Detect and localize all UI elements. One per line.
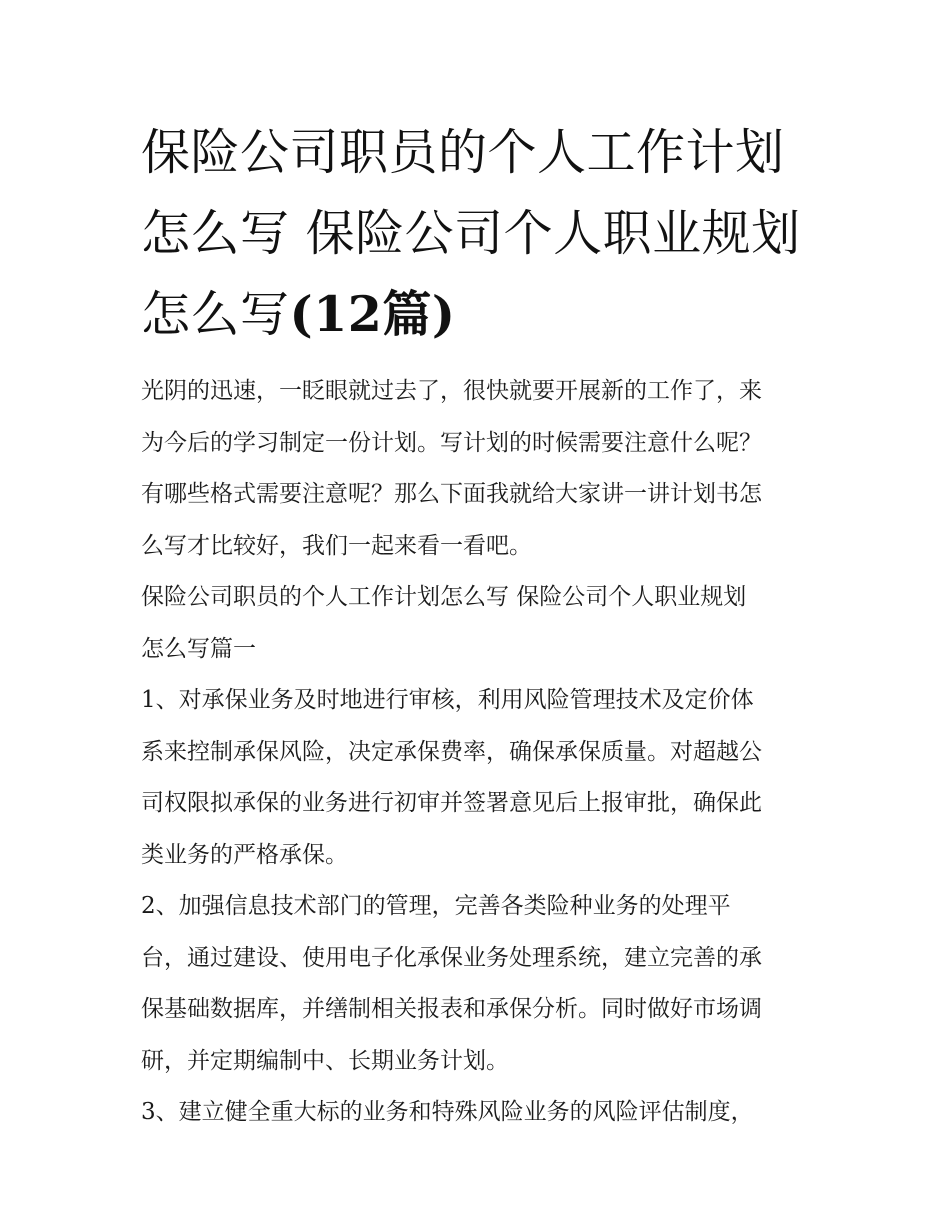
text-line: 研，并定期编制中、长期业务计划。 — [141, 1047, 509, 1074]
title-line: 保险公司职员的个人工作计划 — [141, 124, 785, 181]
text-line: 保基础数据库，并缮制相关报表和承保分析。同时做好市场调 — [141, 996, 762, 1022]
text-line: 有哪些格式需要注意呢？那么下面我就给大家讲一讲计划书怎 — [141, 481, 762, 507]
document-page — [141, 112, 821, 1139]
intro-paragraph — [141, 366, 821, 572]
list-item-2 — [141, 881, 821, 1087]
list-item-1 — [141, 675, 821, 881]
text-line: 么写才比较好，我们一起来看一看吧。 — [141, 532, 532, 559]
text-line: 类业务的严格承保。 — [141, 841, 348, 868]
text-line: 司权限拟承保的业务进行初审并签署意见后上报审批，确保此 — [141, 790, 762, 816]
text-line: 2、加强信息技术部门的管理，完善各类险种业务的处理平 — [141, 893, 731, 919]
text-line: 1、对承保业务及时地进行审核，利用风险管理技术及定价体 — [141, 687, 754, 713]
text-line: 光阴的迅速，一眨眼就过去了，很快就要开展新的工作了，来 — [141, 378, 762, 404]
text-line: 为今后的学习制定一份计划。写计划的时候需要注意什么呢？ — [141, 429, 762, 456]
title-article-count: (12篇) — [289, 285, 456, 343]
document-title — [141, 112, 821, 355]
text-line: 系来控制承保风险，决定承保费率，确保承保质量。对超越公 — [141, 738, 762, 765]
list-item-3 — [141, 1087, 821, 1139]
title-line — [141, 274, 821, 355]
title-line-text: 怎么写 — [141, 286, 290, 343]
text-line: 怎么写篇一 — [141, 635, 256, 662]
text-line: 台，通过建设、使用电子化承保业务处理系统，建立完善的承 — [141, 944, 762, 971]
text-line: 3、建立健全重大标的业务和特殊风险业务的风险评估制度， — [141, 1099, 754, 1125]
section-heading — [141, 572, 821, 675]
document-body — [141, 366, 821, 1139]
title-line: 怎么写 保险公司个人职业规划 — [141, 205, 801, 262]
text-line: 保险公司职员的个人工作计划怎么写 保险公司个人职业规划 — [141, 584, 747, 610]
